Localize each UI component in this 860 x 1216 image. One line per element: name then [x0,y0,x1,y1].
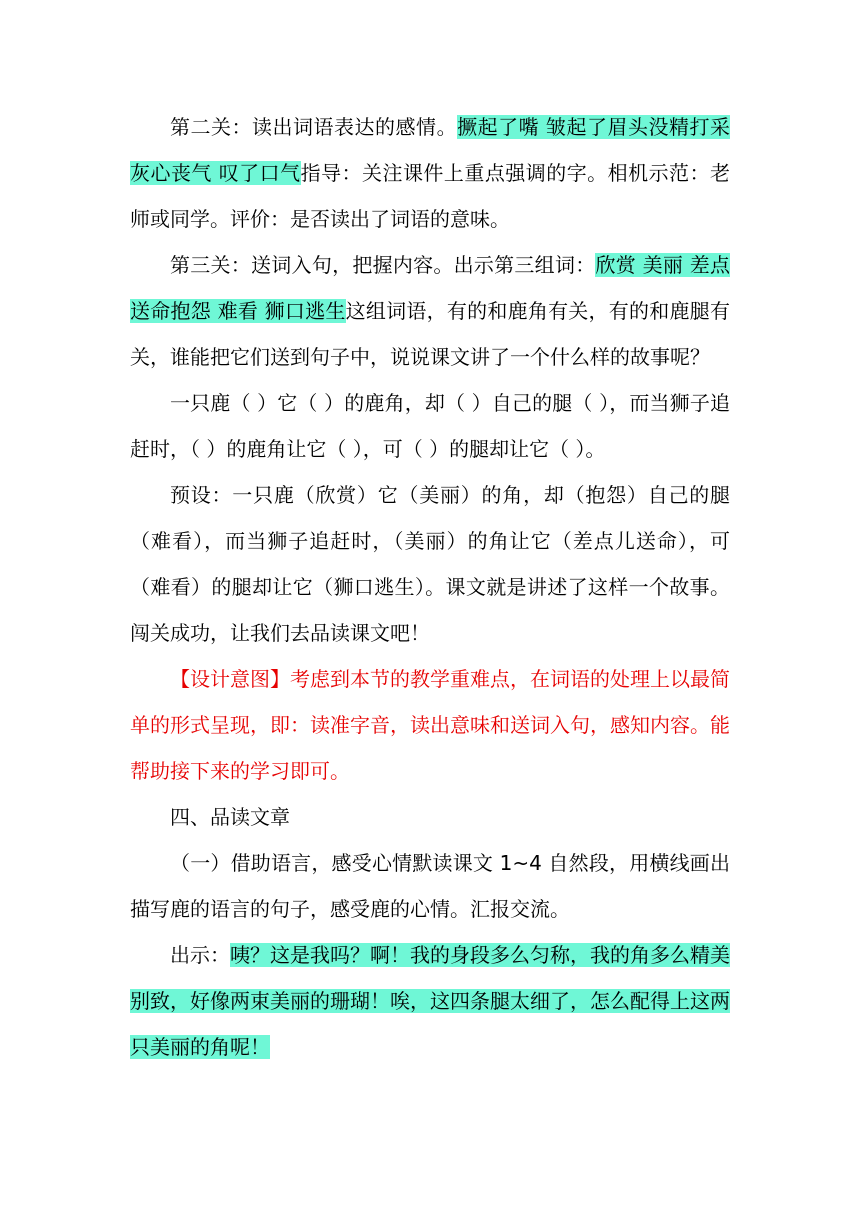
fill-in-sentence: 一只鹿（ ）它（ ）的鹿角，却（ ）自己的腿（ ），而当狮子追赶时，（ ）的鹿角让它（ ），可（ ）的腿却让它（ ）。 [130,391,730,461]
highlighted-word-group-three: 欣赏 美丽 差点送命抱怨 难看 狮口逃生 [130,253,731,323]
highlighted-word-list: 撅起了嘴 皱起了眉头没精打采灰心丧气 叹了口气 [130,115,731,185]
paragraph-level-three [130,242,730,380]
paragraph-level-two [130,104,730,242]
reading-task: （一）借助语言，感受心情默读课文 1~4 自然段，用横线画出描写鹿的语言的句子，感受鹿的心情。汇报交流。 [130,851,730,921]
document-page [130,104,730,1070]
display-quote-paragraph [130,932,730,1070]
level-two-guidance: 指导：关注课件上重点强调的字。相机示范：老师或同学。评价：是否读出了词语的意味。 [130,161,731,231]
highlighted-deer-quote: 咦？这是我吗？啊！我的身段多么匀称，我的角多么精美别致，好像两束美丽的珊瑚！唉，这四条腿太细了，怎么配得上这两只美丽的角呢！ [130,943,730,1059]
level-three-question: 这组词语，有的和鹿角有关，有的和鹿腿有关，谁能把它们送到句子中，说说课文讲了一个什么样的故事呢？ [130,299,731,369]
level-two-lead: 第二关：读出词语表达的感情。 [170,115,458,139]
preset-answer: 预设：一只鹿（欣赏）它（美丽）的角，却（抱怨）自己的腿（难看），而当狮子追赶时，（美丽）的角让它（差点儿送命），可（难看）的腿却让它（狮口逃生）。课文就是讲述了这样一个故事。闯关成功，让我们去品读课文吧！ [130,483,730,645]
display-quote-lead: 出示： [170,943,230,967]
section-heading: 四、品读文章 [170,805,290,829]
design-intent-note: 【设计意图】考虑到本节的教学重难点，在词语的处理上以最简单的形式呈现，即：读准字音，读出意味和送词入句，感知内容。能帮助接下来的学习即可。 [130,667,730,783]
level-three-lead: 第三关：送词入句，把握内容。出示第三组词： [170,253,596,277]
